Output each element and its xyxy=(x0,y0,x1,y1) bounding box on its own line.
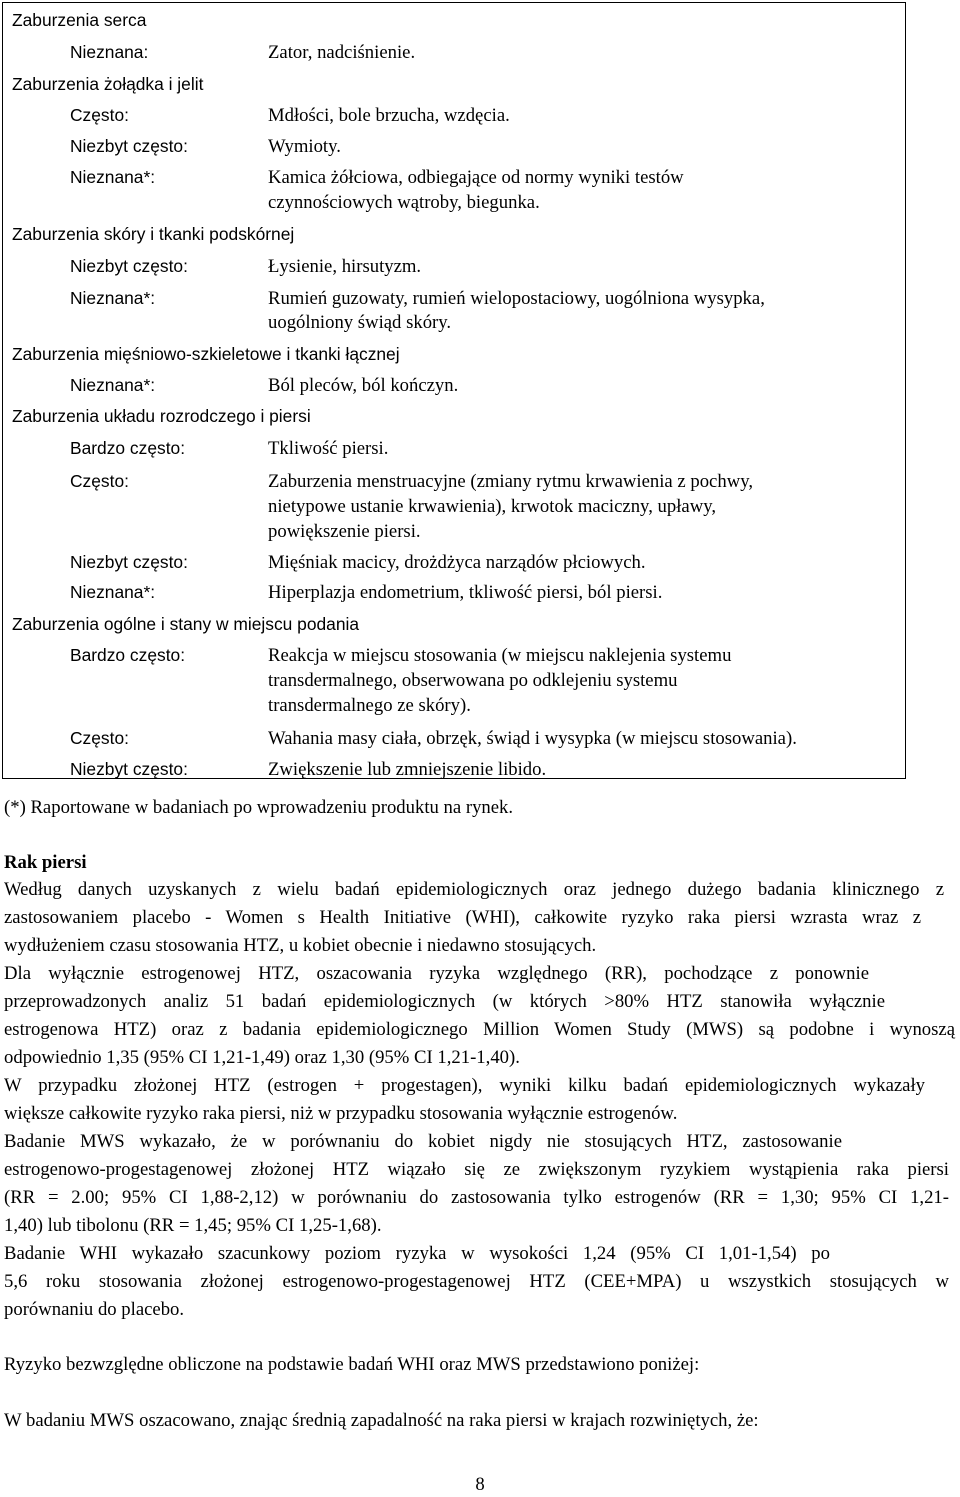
effect-text: powiększenie piersi. xyxy=(268,521,421,542)
frequency-label: Nieznana*: xyxy=(70,375,156,395)
frequency-label: Często: xyxy=(70,471,129,491)
effect-text: Hiperplazja endometrium, tkliwość piersi, ból piersi. xyxy=(268,582,663,603)
effect-text: Wymioty. xyxy=(268,136,341,157)
frequency-label: Nieznana*: xyxy=(70,582,156,602)
frequency-label: Bardzo często: xyxy=(70,438,186,458)
effect-text: Rumień guzowaty, rumień wielopostaciowy, uogólniona wysypka, xyxy=(268,288,765,309)
body-line: porównaniu do placebo. xyxy=(4,1299,185,1320)
effect-text: transdermalnego ze skóry). xyxy=(268,695,471,716)
body-line: odpowiednio 1,35 (95% CI 1,21-1,49) oraz 1,30 (95% CI 1,21-1,40). xyxy=(4,1047,520,1068)
body-line: wydłużeniem czasu stosowania HTZ, u kobiet obecnie i niedawno stosujących. xyxy=(4,935,597,956)
frequency-label: Nieznana*: xyxy=(70,167,156,187)
effect-text: Zator, nadciśnienie. xyxy=(268,42,416,63)
body-line: W badaniu MWS oszacowano, znając średnią zapadalność na raka piersi w krajach rozwiniętych, że: xyxy=(4,1410,759,1431)
effect-text: Kamica żółciowa, odbiegające od normy wyniki testów xyxy=(268,167,684,188)
effect-text: Łysienie, hirsutyzm. xyxy=(268,256,422,277)
effect-text: Reakcja w miejscu stosowania (w miejscu naklejenia systemu xyxy=(268,645,732,666)
body-line: 1,40) lub tibolonu (RR = 1,45; 95% CI 1,25-1,68). xyxy=(4,1215,382,1236)
effect-text: Zaburzenia menstruacyjne (zmiany rytmu krwawienia z pochwy, xyxy=(268,471,753,492)
effect-text: Tkliwość piersi. xyxy=(268,438,389,459)
frequency-label: Niezbyt często: xyxy=(70,256,188,276)
body-line: większe całkowite ryzyko raka piersi, niż w przypadku stosowania wyłącznie estrogenów. xyxy=(4,1103,678,1124)
frequency-label: Niezbyt często: xyxy=(70,552,188,572)
body-line: Ryzyko bezwzględne obliczone na podstawie badań WHI oraz MWS przedstawiono poniżej: xyxy=(4,1354,700,1375)
section-title: Zaburzenia serca xyxy=(12,10,147,30)
section-title: Zaburzenia żołądka i jelit xyxy=(12,74,204,94)
effect-text: Wahania masy ciała, obrzęk, świąd i wysypka (w miejscu stosowania). xyxy=(268,728,797,749)
frequency-label: Często: xyxy=(70,105,129,125)
effect-text: Zwiększenie lub zmniejszenie libido. xyxy=(268,759,547,780)
frequency-label: Nieznana*: xyxy=(70,288,156,308)
footnote: (*) Raportowane w badaniach po wprowadzeniu produktu na rynek. xyxy=(4,797,514,818)
section-title: Zaburzenia mięśniowo-szkieletowe i tkanki łącznej xyxy=(12,344,400,364)
body-line: W przypadku złożonej HTZ (estrogen + progestagen), wyniki kilku badań epidemiologicznych wykazały xyxy=(4,1075,925,1096)
effect-text: Mdłości, bole brzucha, wzdęcia. xyxy=(268,105,510,126)
frequency-label: Bardzo często: xyxy=(70,645,186,665)
section-title: Zaburzenia skóry i tkanki podskórnej xyxy=(12,224,295,244)
effect-text: transdermalnego, obserwowana po odklejeniu systemu xyxy=(268,670,678,691)
frequency-label: Często: xyxy=(70,728,129,748)
section-title: Zaburzenia ogólne i stany w miejscu podania xyxy=(12,614,360,634)
body-line: przeprowadzonych analiz 51 badań epidemiologicznych (w których >80% HTZ stanowiła wyłącznie xyxy=(4,991,885,1012)
section-heading: Rak piersi xyxy=(4,852,87,873)
frequency-label: Nieznana: xyxy=(70,42,149,62)
body-line: estrogenowa HTZ) oraz z badania epidemiologicznego Million Women Study (MWS) są podobne i wynoszą xyxy=(4,1019,955,1040)
body-line: estrogenowo-progestagenowej złożonej HTZ wiązało się ze zwiększonym ryzykiem wystąpienia raka piersi xyxy=(4,1159,949,1180)
effect-text: nietypowe ustanie krwawienia), krwotok maciczny, upławy, xyxy=(268,496,717,517)
body-line: Badanie MWS wykazało, że w porównaniu do kobiet nigdy nie stosujących HTZ, zastosowanie xyxy=(4,1131,842,1152)
effect-text: Mięśniak macicy, drożdżyca narządów płciowych. xyxy=(268,552,646,573)
body-line: Badanie WHI wykazało szacunkowy poziom ryzyka w wysokości 1,24 (95% CI 1,01-1,54) po xyxy=(4,1243,830,1264)
page-number: 8 xyxy=(475,1474,485,1495)
body-line: 5,6 roku stosowania złożonej estrogenowo-progestagenowej HTZ (CEE+MPA) u wszystkich stosujących w xyxy=(4,1271,949,1292)
body-line: (RR = 2.00; 95% CI 1,88-2,12) w porównaniu do zastosowania tylko estrogenów (RR = 1,30; 95% CI 1,21- xyxy=(4,1187,949,1208)
frequency-label: Niezbyt często: xyxy=(70,759,188,779)
body-line: Według danych uzyskanych z wielu badań epidemiologicznych oraz jednego dużego badania klinicznego z xyxy=(4,879,944,900)
effect-text: czynnościowych wątroby, biegunka. xyxy=(268,192,540,213)
effect-text: Ból pleców, ból kończyn. xyxy=(268,375,459,396)
body-line: Dla wyłącznie estrogenowej HTZ, oszacowania ryzyka względnego (RR), pochodzące z ponownie xyxy=(4,963,869,984)
effect-text: uogólniony świąd skóry. xyxy=(268,312,452,333)
section-title: Zaburzenia układu rozrodczego i piersi xyxy=(12,406,311,426)
body-line: zastosowaniem placebo - Women s Health Initiative (WHI), całkowite ryzyko raka piersi wzrasta wraz z xyxy=(4,907,921,928)
frequency-label: Niezbyt często: xyxy=(70,136,188,156)
